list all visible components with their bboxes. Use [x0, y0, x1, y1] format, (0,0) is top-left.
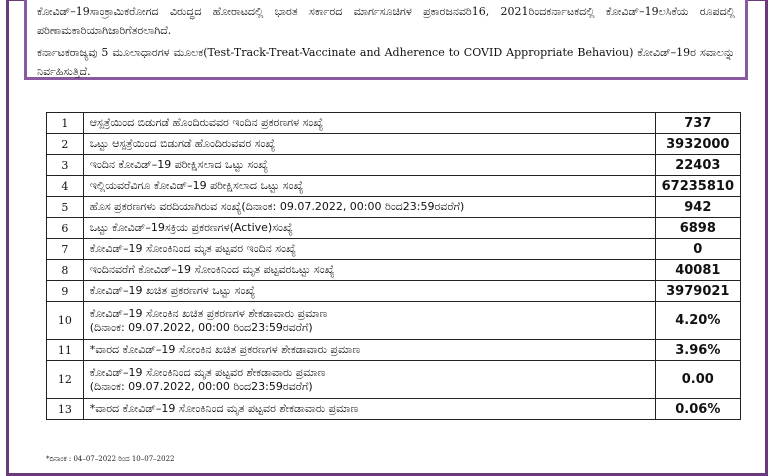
row-description: [83, 361, 655, 399]
table-row: [47, 134, 741, 155]
row-value: 3932000: [655, 134, 740, 155]
row-number: 8: [47, 260, 84, 281]
table-row: [47, 340, 741, 361]
row-value: 6898: [655, 218, 740, 239]
row-description-text: *ವಾರದ ಕೋವಿಡ್–19 ಸೋಂಕಿನಿಂದ ಮೃತ ಪಟ್ಟವರ ಶೇಕಡಾವಾರು ಪ್ರಮಾಣ: [89, 402, 359, 415]
row-description-text: ಕೋವಿಡ್–19 ಸೋಂಕಿನಿಂದ ಮೃತ ಪಟ್ಟವರ ಶೇಕಡಾವಾರು ಪ್ರಮಾಣ: [89, 365, 326, 379]
table-row: [47, 361, 741, 399]
row-value: 67235810: [655, 176, 740, 197]
row-description: [83, 340, 655, 361]
row-description: [83, 176, 655, 197]
row-number: 9: [47, 281, 84, 302]
table-row: [47, 281, 741, 302]
row-description-text: ಇಲ್ಲಿಯವರೆವಿಗೂ ಕೋವಿಡ್–19 ಪರೀಕ್ಷಿಸಲಾದ ಒಟ್ಟು ಸಂಖ್ಯೆ: [89, 179, 304, 192]
table-row: [47, 113, 741, 134]
row-number: 12: [47, 361, 84, 399]
row-number: 10: [47, 302, 84, 340]
row-description-text: ಆಸ್ಪತ್ರೆಯಿಂದ ಬಿಡುಗಡೆ ಹೊಂದಿರುವವರ ಇಂದಿನ ಪ್ರಕರಣಗಳ ಸಂಖ್ಯೆ: [89, 116, 324, 129]
table-row: [47, 399, 741, 420]
row-description-text: ಇಂದಿನ ಕೋವಿಡ್–19 ಪರೀಕ್ಷಿಸಲಾದ ಒಟ್ಟು ಸಂಖ್ಯೆ: [89, 158, 269, 171]
row-description: [83, 239, 655, 260]
intro-paragraph-1: ಕೋವಿಡ್–19ಸಾಂಕ್ರಾಮಿಕರೋಗದ ವಿರುದ್ಧದ ಹೋರಾಟದಲ್ಲಿ ಭಾರತ ಸರ್ಕಾರದ ಮಾರ್ಗಸೂಚಿಗಳ ಪ್ರಕಾರಜನವರಿ16, 2021ರಿಂದಕರ್ನಾಟಕದಲ್ಲಿ ಕೋವಿಡ್–19ಲಸಿಕೆಯ ರೂಪದಲ್ಲಿ ಪರಿಣಾಮಕಾರಿಯಾಗಿಜಾರಿಗೆತರಲಾಗಿದೆ.: [37, 5, 735, 37]
row-number: 3: [47, 155, 84, 176]
row-value: 22403: [655, 155, 740, 176]
table-row: [47, 239, 741, 260]
row-description-text: ಕೋವಿಡ್–19 ಖಚಿತ ಪ್ರಕರಣಗಳ ಒಟ್ಟು ಸಂಖ್ಯೆ: [89, 284, 256, 297]
row-description: [83, 399, 655, 420]
row-description: [83, 302, 655, 340]
table-row: [47, 218, 741, 239]
row-description-text: ಒಟ್ಟು ಕೋವಿಡ್–19ಸಕ್ರಿಯ ಪ್ರಕರಣಗಳ(Active)ಸಂಖ್ಯೆ: [89, 221, 293, 234]
row-value: 3979021: [655, 281, 740, 302]
row-number: 4: [47, 176, 84, 197]
row-description: [83, 218, 655, 239]
row-description-date: (ದಿನಾಂಕ: 09.07.2022, 00:00 ರಿಂದ23:59ರವರೆಗೆ): [89, 320, 313, 334]
stats-table: [46, 112, 741, 420]
row-value: 737: [655, 113, 740, 134]
table-row: [47, 155, 741, 176]
row-description: [83, 260, 655, 281]
row-value: 4.20%: [655, 302, 740, 340]
intro-box: [24, 0, 748, 80]
row-number: 11: [47, 340, 84, 361]
row-description-date: (ದಿನಾಂಕ: 09.07.2022, 00:00 ರಿಂದ23:59ರವರೆಗೆ): [89, 379, 313, 393]
row-description-text: ಒಟ್ಟು ಆಸ್ಪತ್ರೆಯಿಂದ ಬಿಡುಗಡೆ ಹೊಂದಿರುವವರ ಸಂಖ್ಯೆ: [89, 137, 276, 150]
row-number: 6: [47, 218, 84, 239]
row-description-text: ಇಂದಿನವರೆಗೆ ಕೋವಿಡ್–19 ಸೋಂಕಿನಿಂದ ಮೃತ ಪಟ್ಟವರಒಟ್ಟು ಸಂಖ್ಯೆ: [89, 263, 335, 276]
row-value: 942: [655, 197, 740, 218]
row-value: 0.00: [655, 361, 740, 399]
table-row: [47, 176, 741, 197]
row-number: 7: [47, 239, 84, 260]
table-row: [47, 302, 741, 340]
table-row: [47, 197, 741, 218]
row-description-text: ಕೋವಿಡ್–19 ಸೋಂಕಿನ ಖಚಿತ ಪ್ರಕರಣಗಳ ಶೇಕಡಾವಾರು ಪ್ರಮಾಣ: [89, 306, 328, 320]
row-description: [83, 113, 655, 134]
row-value: 0.06%: [655, 399, 740, 420]
row-description-text: ಹೊಸ ಪ್ರಕರಣಗಳು ವರದಿಯಾಗಿರುವ ಸಂಖ್ಯೆ(ದಿನಾಂಕ: 09.07.2022, 00:00 ರಿಂದ23:59ರವರೆಗೆ): [89, 200, 465, 213]
row-description: [83, 155, 655, 176]
row-number: 13: [47, 399, 84, 420]
row-value: 3.96%: [655, 340, 740, 361]
row-number: 5: [47, 197, 84, 218]
row-number: 1: [47, 113, 84, 134]
row-description-text: *ವಾರದ ಕೋವಿಡ್–19 ಸೋಂಕಿನ ಖಚಿತ ಪ್ರಕರಣಗಳ ಶೇಕಡಾವಾರು ಪ್ರಮಾಣ: [89, 343, 361, 356]
row-description: [83, 197, 655, 218]
row-number: 2: [47, 134, 84, 155]
row-value: 0: [655, 239, 740, 260]
row-description: [83, 134, 655, 155]
row-description: [83, 281, 655, 302]
stats-table-body: [47, 113, 741, 420]
footnote: *ದಿನಾಂಕ : 04–07–2022 ರಿಂದ 10–07–2022: [46, 455, 175, 463]
intro-paragraph-2: ಕರ್ನಾಟಕರಾಜ್ಯವು 5 ಮೂಲಾಧಾರಗಳ ಮೂಲಕ(Test-Track-Treat-Vaccinate and Adherence to COVID Appropriate Behaviou) ಕೋವಿಡ್–19ರ ಸವಾಲನ್ನು ನಿರ್ವಹಿಸುತ್ತಿದೆ.: [37, 46, 735, 78]
row-description-text: ಕೋವಿಡ್–19 ಸೋಂಕಿನಿಂದ ಮೃತ ಪಟ್ಟವರ ಇಂದಿನ ಸಂಖ್ಯೆ: [89, 242, 296, 255]
row-value: 40081: [655, 260, 740, 281]
table-row: [47, 260, 741, 281]
